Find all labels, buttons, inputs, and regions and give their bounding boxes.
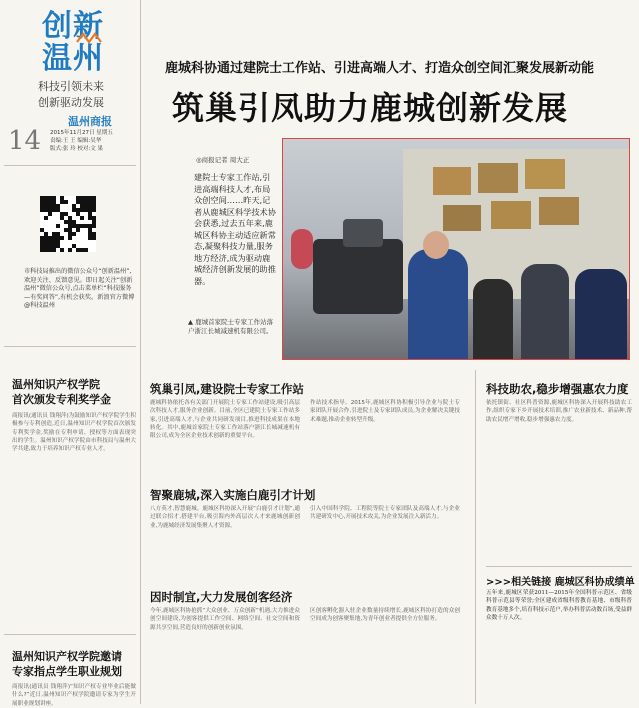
story2-title-line1: 温州知识产权学院邀请 xyxy=(12,650,122,663)
wave-logo-icon xyxy=(75,30,105,48)
qr-module xyxy=(56,224,60,228)
paper-name: 温州商报 xyxy=(68,115,112,128)
qr-module xyxy=(72,232,76,236)
qr-module xyxy=(92,208,96,212)
article4-title: 科技助农,稳步增强惠农力度 xyxy=(486,382,629,396)
masthead-title-line2: 温州 xyxy=(42,41,104,76)
qr-divider xyxy=(4,346,136,347)
qr-module xyxy=(68,248,72,252)
article1-title: 筑巢引凤,建设院士专家工作站 xyxy=(150,382,304,396)
article3-title: 因时制宜,大力发展创客经济 xyxy=(150,590,293,604)
qr-module xyxy=(60,236,64,240)
story-divider xyxy=(4,634,136,635)
masthead-slogan-line1: 科技引领未来 xyxy=(38,80,104,93)
lead-byline: ◎商报记者 周大正 xyxy=(196,156,250,164)
qr-module xyxy=(76,228,80,232)
photo-caption: ▲ 鹿城首家院士专家工作站落户浙江长城减速机有限公司。 xyxy=(188,318,274,335)
headline-subtitle: 鹿城科协通过建院士工作站、引进高端人才、打造众创空间汇聚发展新动能 xyxy=(165,61,595,76)
sidebar-title: >>>相关链接 鹿城区科协成绩单 xyxy=(486,577,635,588)
qr-module xyxy=(64,200,68,204)
qr-caption: 市科技局推出的微信公众号“创新温州”,欢迎关注、反馈意见。即日起关注“创新温州”微信公众号,点击菜单栏“科技服务—有奖问答”,有机会获奖。新浪官方微博 @科技温州 xyxy=(24,268,135,310)
article1-text: 鹿城科协依托各有关部门开展院士专家工作站建设,吸引高层次科技人才,服务企业创新。目前,全区已建院士专家工作站多家,引进高端人才,与企业共同研发项目,推进科技成果在本地转化。其中,鹿城首家院士专家工作站落户浙江长城减速机有限公司,成为全区企业技术创新的重要平台。 xyxy=(150,400,300,440)
masthead xyxy=(0,0,138,165)
qr-module xyxy=(68,236,72,240)
story2-title-line2: 专家指点学生职业规划 xyxy=(12,665,122,678)
sidebar-box xyxy=(486,566,635,701)
qr-module xyxy=(92,236,96,240)
qr-module xyxy=(84,248,88,252)
masthead-title-line1: 创新 xyxy=(42,9,104,44)
article3-text: 今年,鹿城区科协抢抓“大众创业、万众创新”机遇,大力推进众创空间建设,为创客提供工作空间、网络空间、社交空间和资源共享空间,营造良好的创新创业氛围。 xyxy=(150,608,300,631)
story1-title-line1: 温州知识产权学院 xyxy=(12,378,100,391)
story1-text: 商报讯(通讯员 钱翔萍)为鼓励知识产权学院学生积极参与专利创造,近日,温州知识产权学院首次颁发专利奖学金,奖励在专利申请、授权等方面表现突出的学生。温州知识产权学院由市科技局与温州大学共建,致力于培养知识产权专业人才。 xyxy=(12,413,136,453)
story1-title-line2: 首次颁发专利奖学金 xyxy=(12,393,111,406)
article2-text-cont: 引入中国科学院、工程院等院士专家团队及高端人才,与企业共建研发中心,开展技术攻关,为企业发展注入新活力。 xyxy=(310,506,460,521)
article4-text: 依托镇街、社区科普资源,鹿城区科协深入开展科技助农工作,组织专家下乡开展技术培训,推广农业新技术、新品种,帮助农民增产增收,稳步增强惠农力度。 xyxy=(486,400,632,423)
article2-title: 智聚鹿城,深入实施白鹿引才计划 xyxy=(150,488,316,502)
right-column-divider xyxy=(475,370,476,704)
headline-title: 筑巢引凤助力鹿城创新发展 xyxy=(172,89,569,127)
qr-module xyxy=(60,248,64,252)
masthead-slogan-line2: 创新驱动发展 xyxy=(38,96,104,109)
news-photo[interactable] xyxy=(282,138,630,360)
story2-text: 商报讯(通讯员 钱翔萍)“知识产权专业毕业后能做什么?”近日,温州知识产权学院邀请专家为学生开展职业规划讲座。 xyxy=(12,684,136,707)
page-number: 14 xyxy=(8,126,42,156)
column-divider xyxy=(140,0,141,704)
editor-line: 责编:王 王 编辑:吴华 xyxy=(50,138,102,144)
qr-module xyxy=(52,248,56,252)
date-line: 2015年11月27日 星期五 xyxy=(50,130,113,136)
article1-text-cont: 作站技术指导。2015年,鹿城区科协积极引导企业与院士专家团队开展合作,引进院士及专家团队成员,为企业解决关键技术难题,推动企业转型升级。 xyxy=(310,400,460,423)
sidebar-text: 五年来,鹿城区荣获2011—2015年全国科普示范区、省级科普示范县等荣誉;全区建成省级科普教育基地、市级科普教育基地多个,培育科技示范户,举办科普活动数百场,受益群众数十万人次。 xyxy=(486,590,632,621)
qr-module xyxy=(48,212,52,216)
qr-module xyxy=(44,216,48,220)
design-line: 版式:张 玲 校对:文 果 xyxy=(50,146,103,152)
qr-module xyxy=(92,224,96,228)
qr-module xyxy=(80,216,84,220)
article2-text: 八方英才,智慧鹿城。鹿城区科协深入开展“白鹿引才计划”,通过联合招才,搭建平台,吸引海内外高层次人才来鹿城创新创业,为鹿城经济发展集聚人才资源。 xyxy=(150,506,300,529)
article3-text-cont: 区创客孵化器入驻企业数量持续增长,鹿城区科协打造的众创空间成为创客聚集地,为青年创业者提供全方位服务。 xyxy=(310,608,460,623)
masthead-divider xyxy=(4,165,136,166)
qr-code[interactable] xyxy=(40,196,96,252)
lead-text: 建院士专家工作站,引进高端科技人才,布局众创空间……昨天,记者从鹿城区科学技术协会获悉,过去五年来,鹿城区科协主动适应新常态,凝聚科技力量,服务地方经济,成为驱动鹿城经济创新发展的助推器。 xyxy=(194,172,276,286)
